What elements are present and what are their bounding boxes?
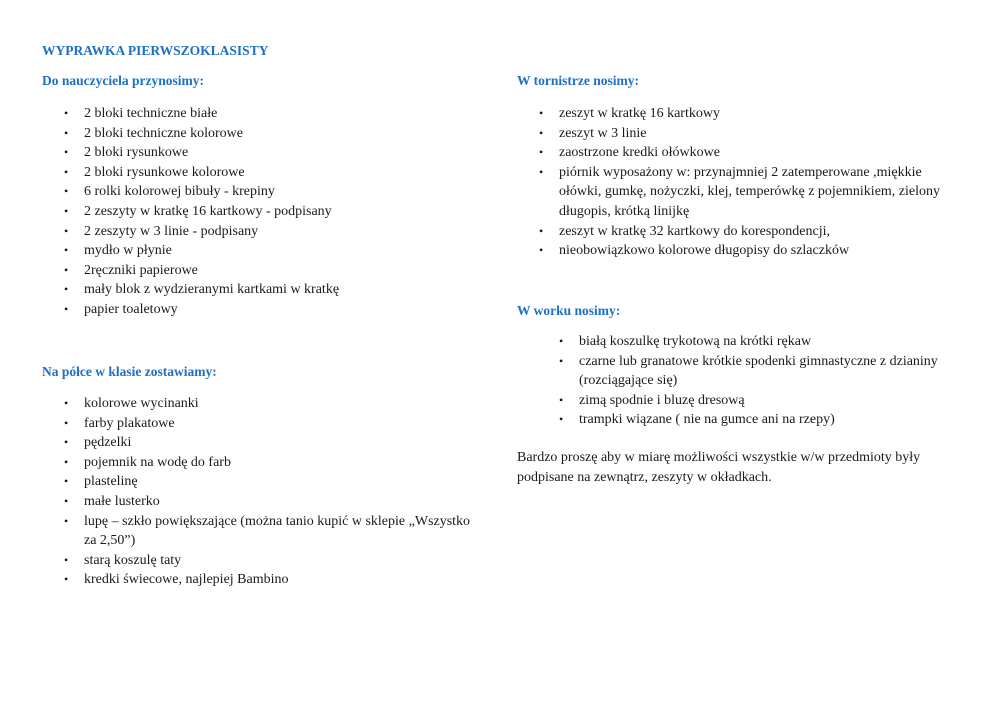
list-item-text: kolorowe wycinanki	[84, 396, 199, 411]
bullet-icon: •	[64, 396, 69, 410]
list-item	[64, 512, 484, 551]
list-item-text: trampki wiązane ( nie na gumce ani na rzepy)	[579, 412, 835, 428]
list-item-text: 2 bloki techniczne białe	[84, 106, 218, 121]
bullet-icon: •	[64, 301, 69, 316]
bullet-icon: •	[64, 223, 69, 238]
bullet-icon: •	[64, 454, 69, 469]
list-item	[64, 551, 484, 571]
list-item-text: piórnik wyposażony w: przynajmniej 2 zatemperowane ,miękkie ołówki, gumkę, nożyczki, klej, temperówkę z pojemnikiem, zielony długopis, krótką linijkę	[559, 164, 941, 219]
list-item-text: lupę – szkło powiększające (można tanio kupić w sklepie „Wszystko za 2,50”)	[84, 513, 471, 549]
list-item-text: farby plakatowe	[84, 415, 175, 431]
closing-note: Bardzo proszę aby w miarę możliwości wszystkie w/w przedmioty były podpisane na zewnątrz, zeszyty w okładkach.	[517, 450, 921, 485]
list-item-text: zeszyt w kratkę 16 kartkowy	[559, 106, 720, 121]
list-item	[64, 143, 484, 163]
list-item	[64, 492, 484, 512]
list-item	[64, 261, 484, 281]
list-item-text: mydło w płynie	[84, 243, 172, 259]
shelf-list	[64, 394, 484, 590]
list-item-text: nieobowiązkowo kolorowe długopisy do szlaczków	[559, 243, 850, 259]
list-item	[64, 570, 484, 590]
list-item-text: 6 rolki kolorowej bibuły - krepiny	[84, 184, 275, 200]
bullet-icon: •	[559, 334, 564, 348]
list-item	[64, 472, 484, 492]
backpack-heading: W tornistrze nosimy:	[517, 73, 639, 88]
bullet-icon: •	[64, 415, 69, 430]
list-item	[64, 124, 484, 144]
list-item-text: 2 bloki rysunkowe	[84, 145, 189, 161]
list-item	[539, 222, 954, 242]
list-item	[64, 202, 484, 222]
list-item	[539, 163, 954, 222]
list-item	[559, 332, 954, 352]
bullet-icon: •	[64, 203, 69, 218]
bullet-icon: •	[64, 164, 69, 179]
list-item	[559, 410, 954, 430]
bullet-icon: •	[539, 164, 544, 179]
shelf-heading: Na półce w klasie zostawiamy:	[42, 364, 217, 379]
list-item	[539, 104, 954, 124]
list-item-text: papier toaletowy	[84, 301, 178, 317]
list-item-text: czarne lub granatowe krótkie spodenki gimnastyczne z dzianiny (rozciągające się)	[579, 353, 938, 389]
list-item-text: zeszyt w 3 linie	[559, 125, 647, 141]
list-item-text: pojemnik na wodę do farb	[84, 454, 231, 470]
list-item-text: 2 zeszyty w 3 linie - podpisany	[84, 223, 259, 239]
list-item-text: zaostrzone kredki ołówkowe	[559, 145, 720, 161]
list-item-text: zimą spodnie i bluzę dresową	[579, 392, 745, 408]
bullet-icon: •	[539, 145, 544, 160]
bullet-icon: •	[559, 412, 564, 427]
list-item	[559, 352, 954, 391]
bullet-icon: •	[64, 184, 69, 199]
bullet-icon: •	[64, 572, 69, 587]
list-item-text: kredki świecowe, najlepiej Bambino	[84, 572, 289, 588]
bag-heading: W worku nosimy:	[517, 303, 621, 318]
bullet-icon: •	[64, 435, 69, 450]
list-item	[64, 414, 484, 434]
bullet-icon: •	[539, 243, 544, 258]
bullet-icon: •	[559, 392, 564, 407]
list-item-text: plastelinę	[84, 474, 138, 490]
list-item	[64, 453, 484, 473]
list-item-text: mały blok z wydzieranymi kartkami w kratkę	[84, 282, 340, 298]
list-item	[539, 241, 954, 261]
list-item	[64, 280, 484, 300]
list-item	[64, 433, 484, 453]
bullet-icon: •	[64, 106, 69, 120]
bullet-icon: •	[64, 552, 69, 567]
list-item-text: 2ręczniki papierowe	[84, 262, 198, 278]
list-item	[64, 394, 484, 414]
bullet-icon: •	[64, 474, 69, 489]
bullet-icon: •	[64, 145, 69, 160]
list-item-text: 2 bloki rysunkowe kolorowe	[84, 164, 245, 180]
list-item	[64, 241, 484, 261]
list-item	[539, 124, 954, 144]
bullet-icon: •	[539, 106, 544, 120]
bag-list	[559, 332, 954, 430]
teacher-list	[64, 104, 484, 320]
list-item	[64, 222, 484, 242]
backpack-list	[539, 104, 954, 261]
list-item-text: starą koszulę taty	[84, 552, 182, 568]
list-item-text: 2 bloki techniczne kolorowe	[84, 125, 244, 141]
document-title: WYPRAWKA PIERWSZOKLASISTY	[42, 43, 269, 58]
bullet-icon: •	[64, 513, 69, 528]
bullet-icon: •	[539, 125, 544, 140]
teacher-heading: Do nauczyciela przynosimy:	[42, 73, 204, 88]
list-item	[559, 391, 954, 411]
list-item	[539, 143, 954, 163]
bullet-icon: •	[64, 282, 69, 297]
bullet-icon: •	[64, 125, 69, 140]
list-item-text: pędzelki	[84, 435, 132, 451]
list-item	[64, 182, 484, 202]
bullet-icon: •	[64, 493, 69, 508]
bullet-icon: •	[559, 353, 564, 368]
list-item-text: zeszyt w kratkę 32 kartkowy do korespondencji,	[559, 223, 830, 239]
list-item-text: małe lusterko	[84, 493, 160, 509]
list-item	[64, 163, 484, 183]
bullet-icon: •	[64, 243, 69, 258]
bullet-icon: •	[64, 262, 69, 277]
list-item-text: białą koszulkę trykotową na krótki rękaw	[579, 334, 812, 349]
list-item	[64, 300, 484, 320]
bullet-icon: •	[539, 223, 544, 238]
list-item	[64, 104, 484, 124]
list-item-text: 2 zeszyty w kratkę 16 kartkowy - podpisany	[84, 203, 332, 219]
